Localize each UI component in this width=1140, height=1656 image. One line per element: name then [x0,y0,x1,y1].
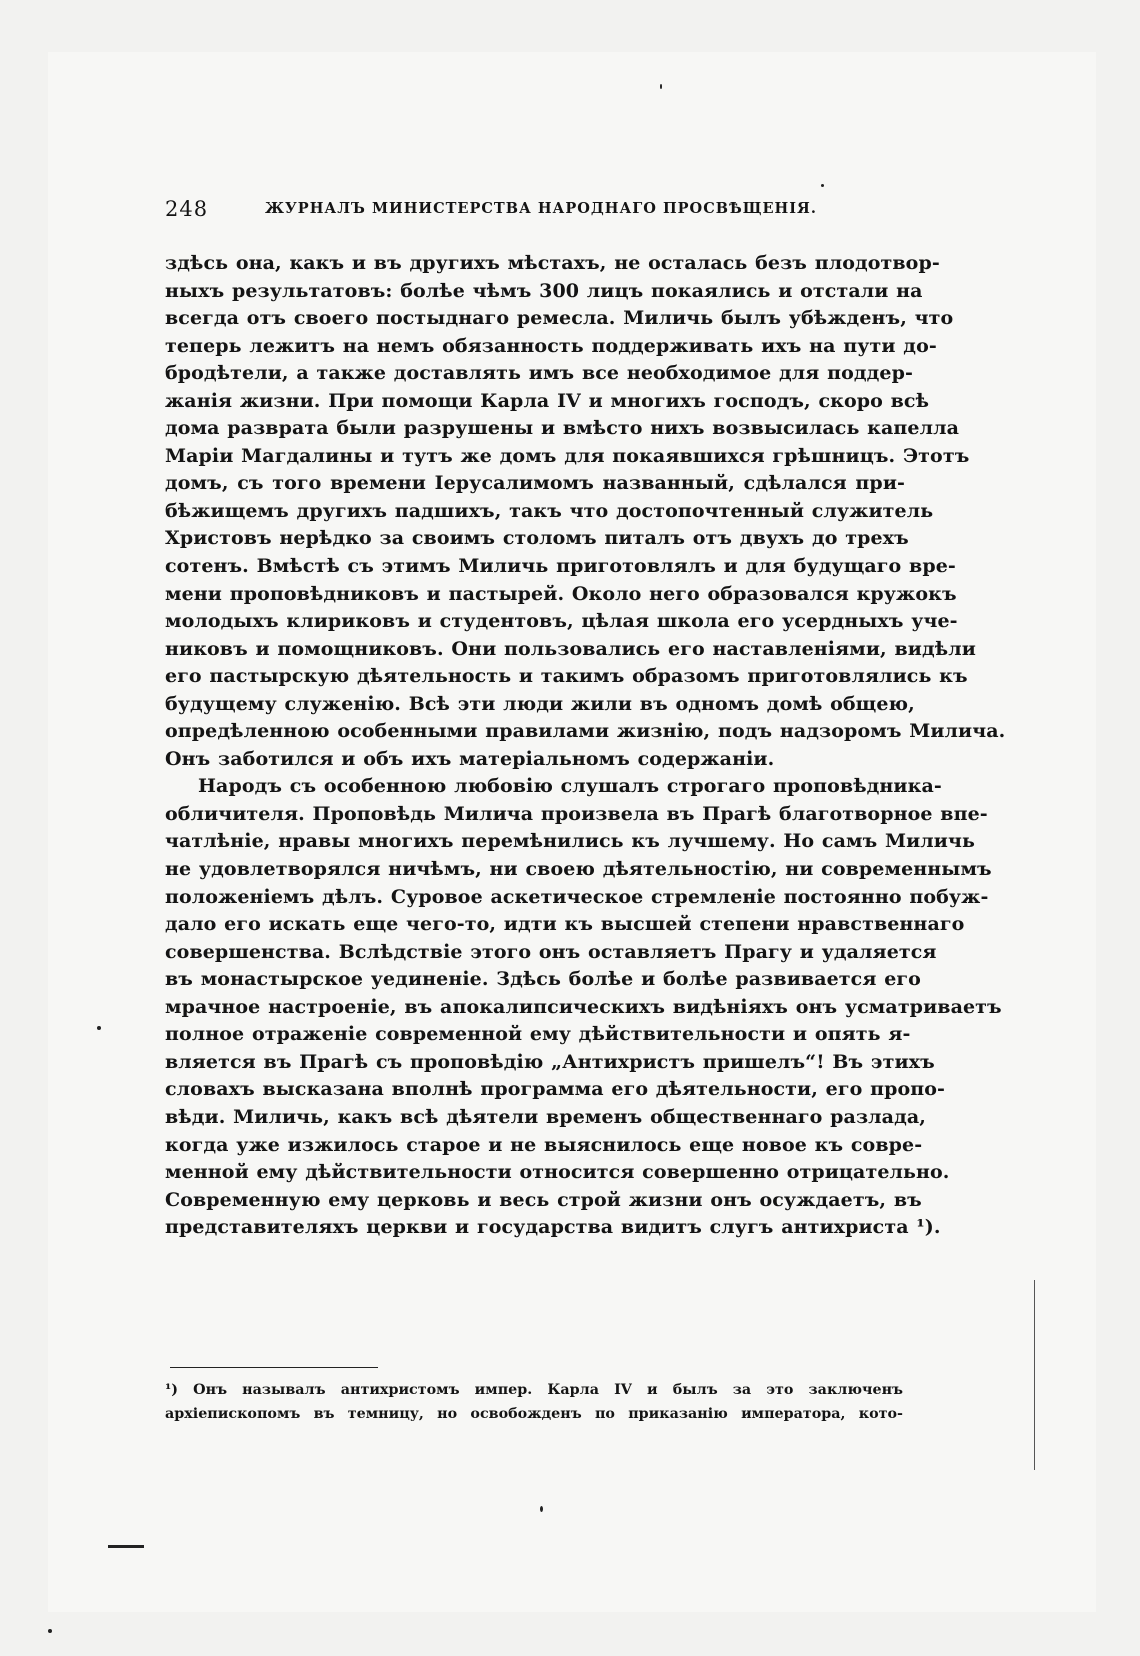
scan-speck [821,184,824,187]
scan-speck [97,1026,101,1030]
scan-edge-mark [108,1545,144,1548]
text-line: мрачное настроеніе, въ апокалипсическихъ видѣніяхъ онъ усматриваетъ [165,995,1002,1018]
text-line: сотенъ. Вмѣстѣ съ этимъ Миличь приготовлялъ и для будущаго вре- [165,555,956,578]
scan-speck [540,1506,543,1512]
text-line: положеніемъ дѣлъ. Суровое аскетическое стремленіе постоянно побуж- [165,885,989,908]
text-line: Маріи Магдалины и тутъ же домъ для покаявшихся грѣшницъ. Этотъ [165,444,970,467]
footnote-line: ¹) Онъ называлъ антихристомъ импер. Карла IV и былъ за это заключенъ [165,1382,903,1398]
footnote-divider [170,1367,378,1368]
text-line: обличителя. Проповѣдь Милича произвела въ Прагѣ благотворное впе- [165,802,988,825]
text-line: словахъ высказана вполнѣ программа его дѣятельности, его пропо- [165,1078,946,1101]
page-number: 248 [165,197,209,221]
text-line: ныхъ результатовъ: болѣе чѣмъ 300 лицъ покаялись и отстали на [165,279,923,302]
text-line: его пастырскую дѣятельность и такимъ образомъ приготовлялись къ [165,665,968,688]
footnote [165,1378,903,1426]
text-line: домъ, съ того времени Іерусалимомъ названный, сдѣлался при- [165,472,905,495]
text-line: Народъ съ особенною любовію слушалъ строгаго проповѣдника- [198,775,942,798]
paragraph-2 [165,773,1002,1241]
text-line: Христовъ нерѣдко за своимъ столомъ питалъ отъ двухъ до трехъ [165,527,909,550]
text-line: чатлѣніе, нравы многихъ перемѣнились къ лучшему. Но самъ Миличь [165,830,975,853]
running-header [165,197,903,223]
text-line: теперь лежитъ на немъ обязанность поддерживать ихъ на пути до- [165,334,937,357]
scan-speck [48,1629,52,1633]
text-line: мени проповѣдниковъ и пастырей. Около него образовался кружокъ [165,582,957,605]
paragraph-1 [165,250,1006,773]
text-line: полное отраженіе современной ему дѣйствительности и опять я- [165,1023,911,1046]
text-line: всегда отъ своего постыднаго ремесла. Миличь былъ убѣжденъ, что [165,307,954,330]
footnote-line: архіепископомъ въ темницу, но освобожденъ по приказанію императора, кото- [165,1406,903,1422]
text-line: когда уже изжилось старое и не выяснилось еще новое къ совре- [165,1133,923,1156]
text-line: совершенства. Вслѣдствіе этого онъ оставляетъ Прагу и удаляется [165,940,937,963]
text-line: опредѣленною особенными правилами жизнію, подъ надзоромъ Милича. [165,720,1006,743]
text-line: бродѣтели, а также доставлять имъ все необходимое для поддер- [165,362,913,385]
text-line: не удовлетворялся ничѣмъ, ни своею дѣятельностію, ни современнымъ [165,858,992,881]
scan-speck [660,84,662,89]
text-line: жанія жизни. При помощи Карла IV и многихъ господъ, скоро всѣ [165,389,930,412]
body-text [165,250,1006,1242]
text-line: Онъ заботился и объ ихъ матеріальномъ содержаніи. [165,747,775,770]
text-line: здѣсь она, какъ и въ другихъ мѣстахъ, не осталась безъ плодотвор- [165,252,940,274]
text-line: дома разврата были разрушены и вмѣсто нихъ возвысилась капелла [165,417,959,440]
text-line: вѣди. Миличь, какъ всѣ дѣятели временъ общественнаго разлада, [165,1105,926,1128]
text-line: въ монастырское уединеніе. Здѣсь болѣе и болѣе развивается его [165,968,921,991]
text-line: вляется въ Прагѣ съ проповѣдію „Антихристъ пришелъ“! Въ этихъ [165,1050,935,1073]
text-line: Современную ему церковь и весь строй жизни онъ осуждаетъ, въ [165,1188,922,1211]
text-line: менной ему дѣйствительности относится совершенно отрицательно. [165,1161,950,1184]
text-line: дало его искать еще чего-то, идти къ высшей степени нравственнаго [165,913,965,936]
text-line: бѣжищемъ другихъ падшихъ, такъ что достопочтенный служитель [165,499,934,522]
text-line: никовъ и помощниковъ. Они пользовались его наставленіями, видѣли [165,637,976,660]
text-line: будущему служенію. Всѣ эти люди жили въ одномъ домѣ общею, [165,692,915,715]
journal-title: ЖУРНАЛЪ МИНИСТЕРСТВА НАРОДНАГО ПРОСВѢЩЕНІЯ. [265,200,817,217]
scan-edge-mark [1034,1280,1035,1470]
text-line: представителяхъ церкви и государства видитъ слугъ антихриста ¹). [165,1216,941,1239]
text-line: молодыхъ клириковъ и студентовъ, цѣлая школа его усердныхъ уче- [165,610,958,633]
